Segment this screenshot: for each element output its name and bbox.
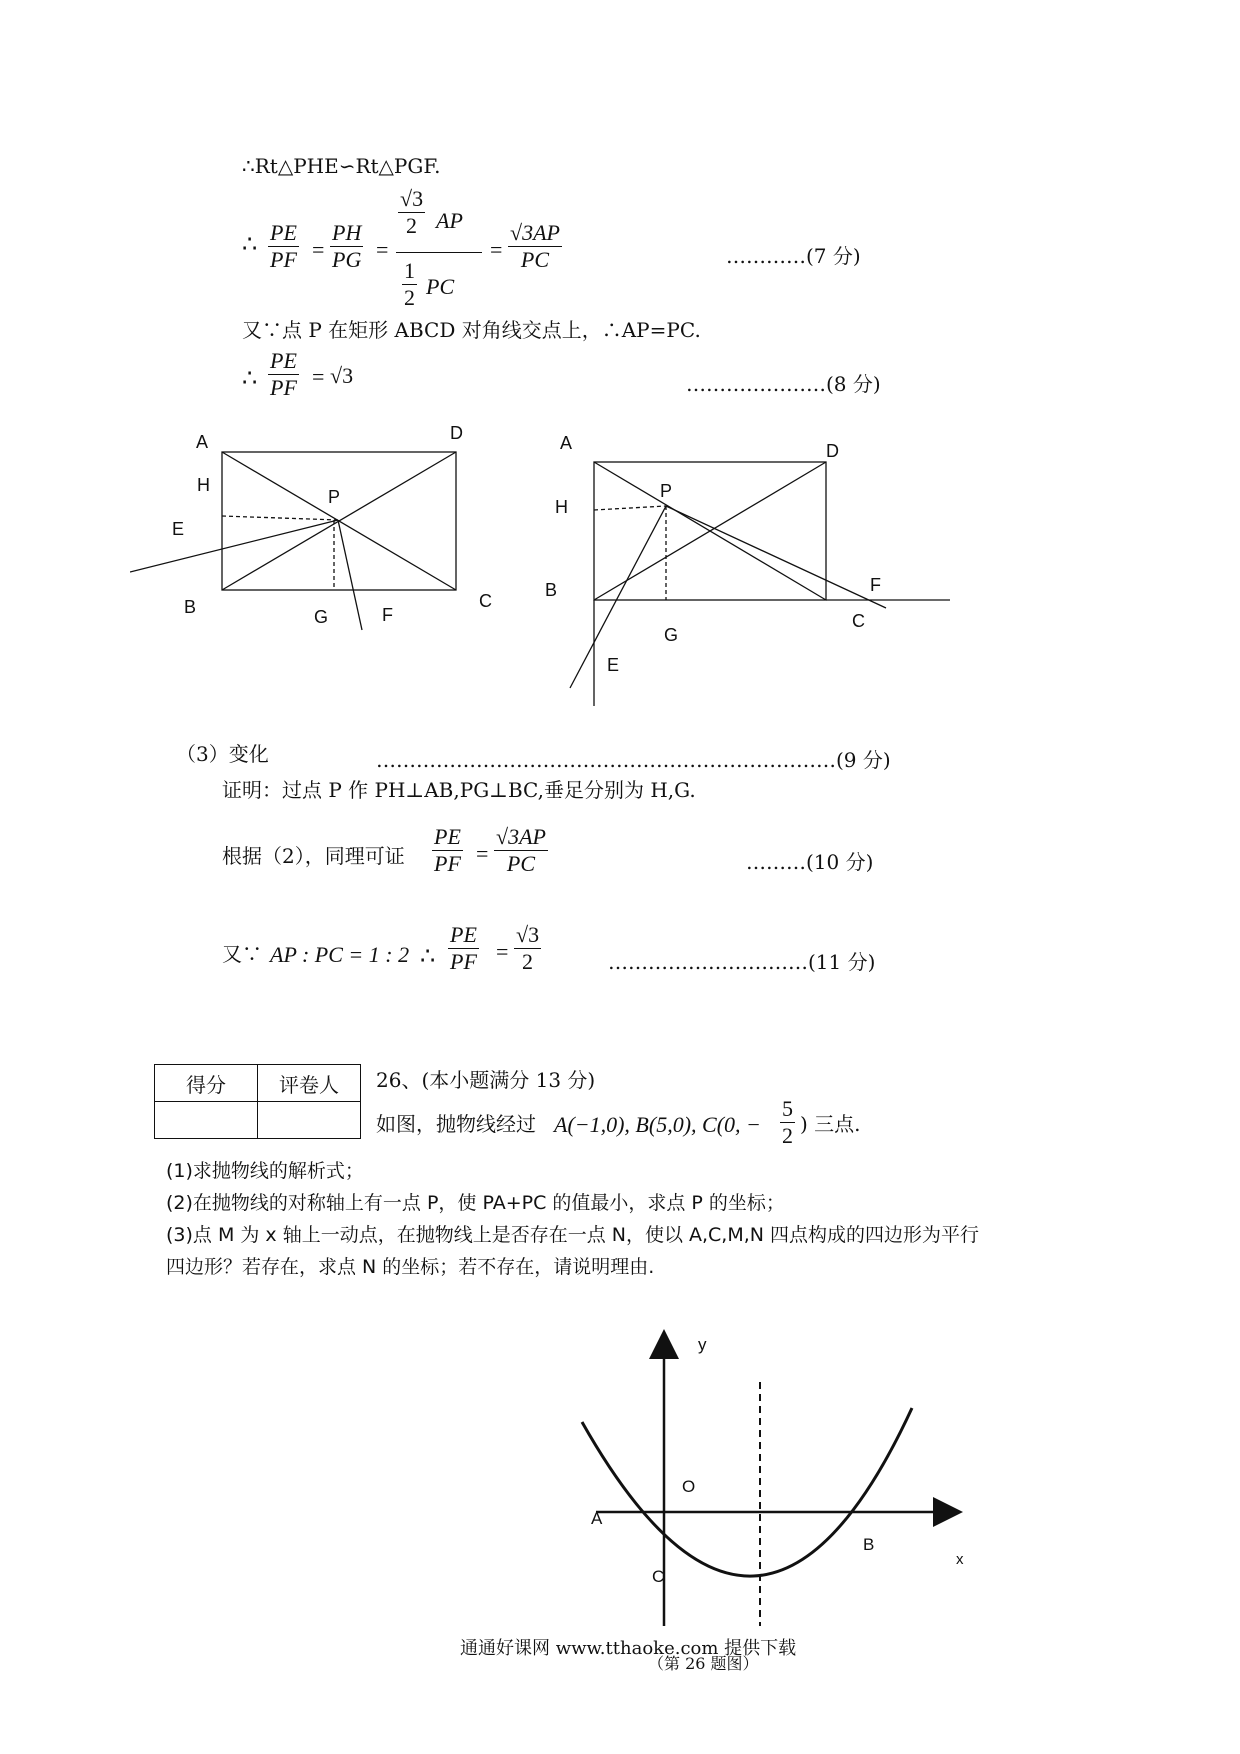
question-3-line1: (3)点 M 为 x 轴上一动点，在抛物线上是否存在一点 N，使以 A,C,M,N 四点构成的四边形为平行: [166, 1224, 980, 1246]
label-e-right: E: [607, 655, 620, 675]
label-e-left: E: [172, 519, 185, 539]
grader-cell: [258, 1102, 361, 1139]
also-because: 又∵: [222, 942, 262, 966]
ratio-ap-pc: AP : PC = 1 : 2: [270, 942, 410, 967]
problem26-intro-prefix: 如图，抛物线经过: [376, 1112, 536, 1136]
label-f-left: F: [382, 605, 393, 625]
denominator: PC: [506, 851, 536, 876]
label-p-right: P: [660, 481, 673, 501]
score-table: [154, 1064, 361, 1139]
line-pf: [666, 506, 886, 608]
denominator: 2: [782, 1123, 793, 1148]
therefore-symbol: ∴: [242, 230, 258, 258]
problem26-title: 26、(本小题满分 13 分): [376, 1068, 596, 1092]
fraction-pe-pf: [448, 922, 479, 975]
denominator: PF: [434, 851, 461, 876]
numerator: 1: [404, 258, 415, 283]
therefore-symbol: ∴: [242, 364, 258, 392]
label-point-b: B: [863, 1535, 875, 1554]
problem26-intro-suffix: ) 三点.: [800, 1112, 861, 1136]
label-h-right: H: [555, 497, 568, 517]
fraction-sqrt3-over-2: [514, 922, 541, 975]
line-pe: [130, 520, 338, 572]
right-rectangle-figure: [560, 450, 960, 710]
numerator: PE: [270, 348, 297, 373]
parabola-graph: [570, 1320, 970, 1640]
denominator: PF: [270, 247, 297, 272]
fraction-ph-pg: [330, 220, 363, 273]
label-d-right: D: [826, 441, 839, 461]
score-cell: [155, 1102, 258, 1139]
therefore-symbol: ∴: [420, 942, 436, 970]
dashed-ph: [594, 506, 666, 510]
sqrt3-result: √3: [330, 363, 354, 388]
footer-site: 通通好课网 www.tthaoke.com 提供下载: [460, 1638, 797, 1659]
numerator: PE: [434, 824, 461, 849]
variable-pc: PC: [426, 274, 455, 299]
denominator: PC: [520, 247, 550, 272]
figure-caption: （第 26 题图）: [648, 1654, 759, 1673]
numerator: PE: [270, 220, 297, 245]
label-point-c: C: [652, 1567, 665, 1586]
fraction-sqrt3ap-pc: [494, 824, 548, 877]
equals-sign: =: [312, 364, 325, 389]
similarity-statement: ∴Rt△PHE∽Rt△PGF.: [242, 154, 441, 178]
numerator: √3: [400, 186, 424, 211]
label-d-left: D: [450, 423, 463, 443]
denominator: 2: [406, 213, 418, 238]
label-point-a: A: [591, 1509, 603, 1528]
numerator: PE: [450, 922, 477, 947]
question-1: (1)求抛物线的解析式；: [166, 1160, 364, 1182]
score-header: 得分: [155, 1065, 258, 1102]
fraction-5-over-2: [780, 1096, 795, 1149]
denominator: PF: [270, 375, 297, 400]
question-3-line2: 四边形？若存在，求点 N 的坐标；若不存在，请说明理由.: [166, 1256, 655, 1278]
according-text: 根据（2），同理可证: [222, 844, 405, 868]
variable-ap: AP: [436, 208, 463, 233]
part3-label: （3）变化: [176, 742, 269, 766]
label-p-left: P: [328, 487, 341, 507]
label-g-left: G: [314, 607, 329, 627]
label-b-left: B: [184, 597, 197, 617]
equals-sign: =: [496, 939, 509, 964]
equals-sign: =: [312, 237, 325, 262]
main-fraction-bar: [396, 252, 482, 253]
problem26-points: A(−1,0), B(5,0), C(0, −: [554, 1112, 761, 1137]
label-c-left: C: [479, 591, 492, 611]
score-7: …………(7 分): [726, 244, 861, 268]
dashed-ph: [222, 516, 338, 520]
numerator: √3AP: [496, 824, 546, 849]
denominator: 2: [404, 285, 415, 310]
line-pf: [338, 520, 362, 630]
label-x-axis: x: [956, 1551, 964, 1568]
fraction-sqrt3ap-pc: [508, 220, 562, 273]
proof-statement: 证明：过点 P 作 PH⊥AB,PG⊥BC,垂足分别为 H,G.: [222, 778, 696, 802]
label-y-axis: y: [698, 1335, 707, 1354]
fraction-pe-pf: [268, 348, 299, 401]
equals-sign: =: [490, 237, 503, 262]
numerator: PH: [332, 220, 362, 245]
label-g-right: G: [664, 625, 679, 645]
numerator: √3AP: [510, 220, 560, 245]
denominator: 2: [522, 949, 534, 974]
label-c-right: C: [852, 611, 865, 631]
equals-sign: =: [376, 237, 389, 262]
denominator: PG: [332, 247, 362, 272]
label-b-right: B: [545, 580, 558, 600]
label-origin: O: [682, 1477, 696, 1496]
label-a-left: A: [196, 432, 209, 452]
grader-header: 评卷人: [258, 1065, 361, 1102]
fraction-pe-pf: [432, 824, 463, 877]
score-8: …………………(8 分): [686, 372, 881, 396]
question-2: (2)在抛物线的对称轴上有一点 P，使 PA+PC 的值最小，求点 P 的坐标；: [166, 1192, 785, 1214]
label-a-right: A: [560, 433, 573, 453]
denominator: PF: [450, 949, 477, 974]
numerator: √3: [516, 922, 540, 947]
fraction-pe-pf: [268, 220, 299, 273]
score-10: ………(10 分): [746, 850, 874, 874]
label-f-right: F: [870, 575, 881, 595]
score-11: …………………………(11 分): [608, 950, 876, 974]
equals-sign: =: [476, 841, 489, 866]
score-9: ……………………………………………………………(9 分): [376, 748, 891, 772]
one-over-2: [402, 258, 417, 311]
numerator: 5: [782, 1096, 793, 1121]
ap-equals-pc-statement: 又∵点 P 在矩形 ABCD 对角线交点上，∴AP=PC.: [242, 318, 701, 342]
sqrt3-over-2: [398, 186, 425, 239]
label-h-left: H: [197, 475, 210, 495]
